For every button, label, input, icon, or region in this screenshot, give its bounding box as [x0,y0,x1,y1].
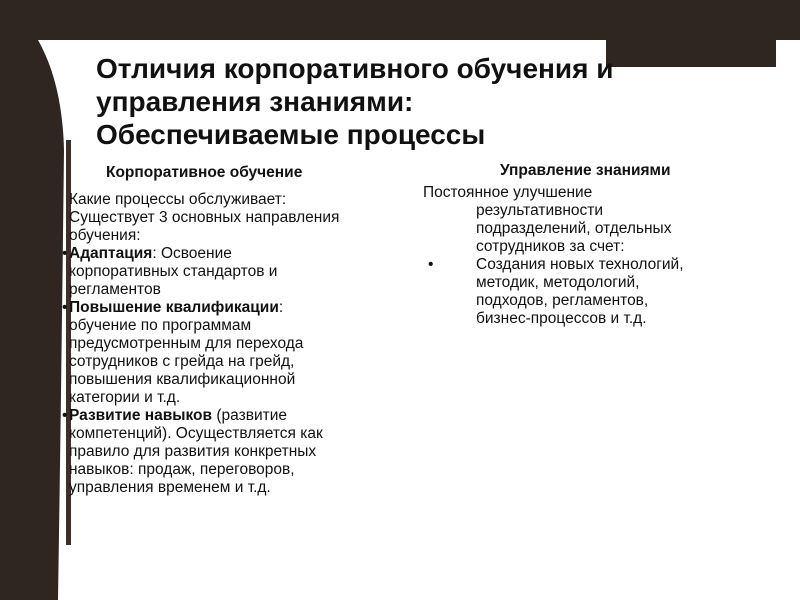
item-line: корпоративных стандартов и [69,263,278,280]
adaptation-term: Адаптация [69,245,153,262]
intro-line: Постоянное улучшение [423,184,593,201]
knowledge-management-heading: Управление знаниями [500,162,671,179]
title-line: Обеспечиваемые процессы [96,119,486,150]
intro-line: Какие процессы обслуживает: [69,191,287,208]
skills-item [62,407,422,425]
title-line: управления знаниями: [96,86,414,117]
intro-line: результативности [476,202,604,219]
adaptation-item [62,245,422,263]
qualification-term: Повышение квалификации [69,299,279,316]
slide-title [96,52,736,151]
item-line: правило для развития конкретных [69,443,317,460]
item-line: навыков: продаж, переговоров, [69,461,295,478]
skills-term: Развитие навыков [69,407,213,424]
item-line: компетенций). Осуществляется как [69,425,323,442]
bullet-dot: • [62,407,68,424]
bullet-dot: • [62,245,68,262]
item-line: бизнес-процессов и т.д. [476,310,647,327]
item-line: сотрудников с грейда на грейд, [69,353,295,370]
corporate-learning-column [62,191,422,497]
item-line: методик, методологий, [476,274,640,291]
corporate-learning-heading: Корпоративное обучение [106,164,303,181]
knowledge-management-column [423,184,795,328]
item-line: повышения квалификационной [69,371,296,388]
item-line: регламентов [69,281,161,298]
bullet-dot: • [62,299,68,316]
qualification-item [62,299,422,317]
bullet-dot: • [428,256,434,273]
qualification-text: : [278,299,284,316]
intro-line: подразделений, отдельных [476,220,672,237]
skills-text: (развитие [212,407,287,424]
intro-line: обучения: [69,227,141,244]
knowledge-bullet-item [423,256,795,274]
intro-line: сотрудников за счет: [476,238,625,255]
item-line: категории и т.д. [69,389,181,406]
top-right-dark-band [445,0,800,40]
item-line: обучение по программам [69,317,252,334]
title-line: Отличия корпоративного обучения и [96,53,614,84]
adaptation-text: : Освоение [152,245,232,262]
item-line: управления временем и т.д. [69,479,271,496]
item-line: Создания новых технологий, [476,256,684,273]
item-line: подходов, регламентов, [476,292,649,309]
intro-line: Существует 3 основных направления [69,209,340,226]
item-line: предусмотренным для перехода [69,335,304,352]
